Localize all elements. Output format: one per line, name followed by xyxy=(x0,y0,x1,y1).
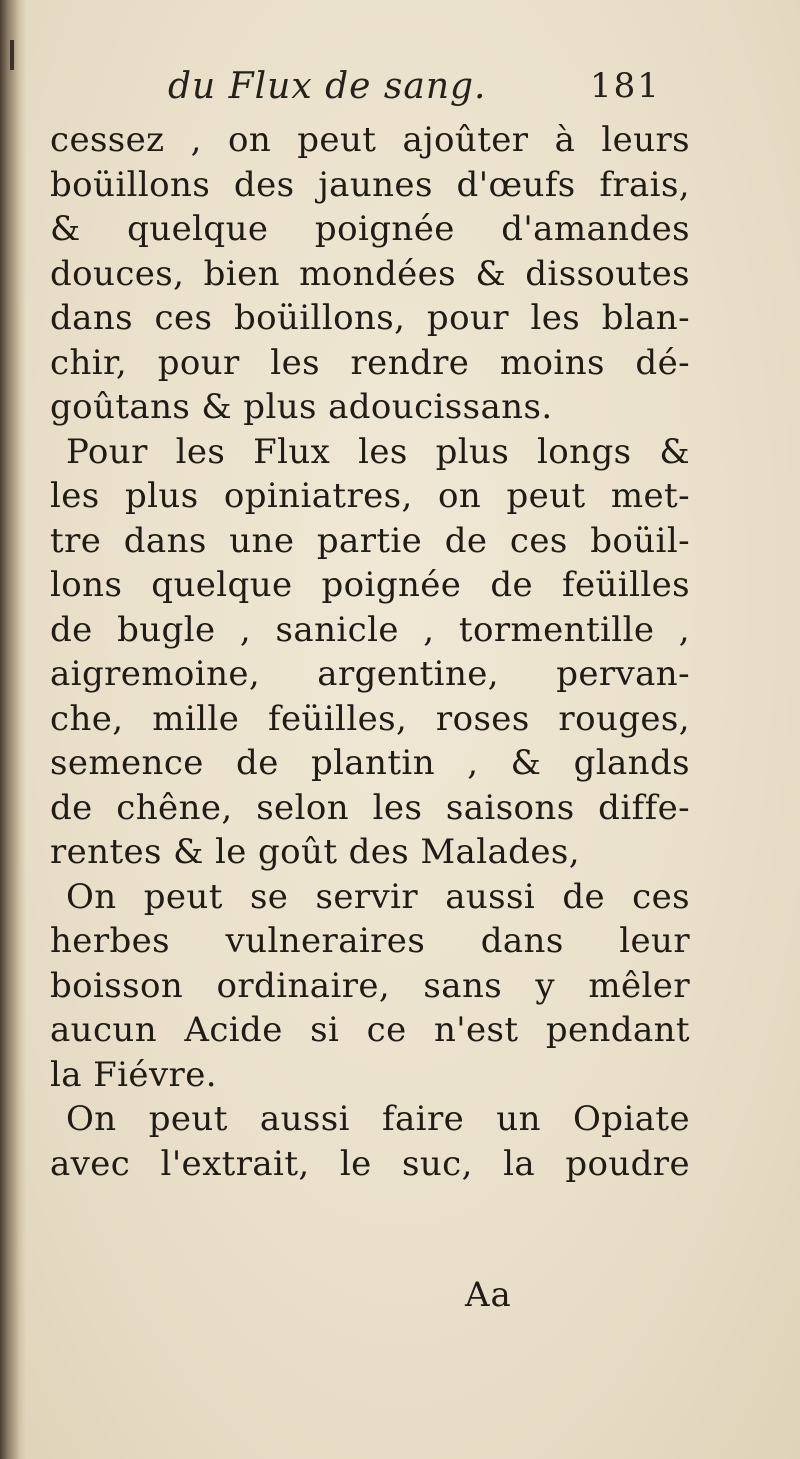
text-line: aucun Acide si ce n'est pendant xyxy=(50,1010,690,1050)
text-line: rentes & le goût des Malades, xyxy=(50,832,580,872)
text-line: boüillons des jaunes d'œufs frais, xyxy=(50,164,690,205)
text-line: tre dans une partie de ces boüil- xyxy=(50,520,690,561)
paragraph-start-line: Pour les Flux les plus longs & xyxy=(66,431,690,472)
catchword: Aa xyxy=(465,1275,512,1315)
spine-shadow xyxy=(0,0,26,1459)
text-line: lons quelque poignée de feüilles xyxy=(50,565,690,605)
text-line: che, mille feüilles, roses rouges, xyxy=(50,698,690,739)
paragraph-start-line: On peut aussi faire un Opiate xyxy=(66,1099,690,1139)
text-line: la Fiévre. xyxy=(50,1054,217,1095)
body-text xyxy=(50,118,690,1186)
running-title: du Flux de sang. xyxy=(168,66,487,107)
text-line: avec l'extrait, le suc, la poudre xyxy=(50,1143,690,1184)
text-line: goûtans & plus adoucissans. xyxy=(50,387,553,427)
text-line: de bugle , sanicle , tormentille , xyxy=(50,609,690,650)
text-line: cessez , on peut ajoûter à leurs xyxy=(50,120,690,160)
text-line: douces, bien mondées & dissoutes xyxy=(50,253,690,294)
paragraph-start-line: On peut se servir aussi de ces xyxy=(66,876,690,917)
page-number: 181 xyxy=(590,66,661,106)
text-line: herbes vulneraires dans leur xyxy=(50,921,690,961)
text-line: chir, pour les rendre moins dé- xyxy=(50,342,690,383)
text-line: boisson ordinaire, sans y mêler xyxy=(50,965,690,1006)
text-line: les plus opiniatres, on peut met- xyxy=(50,476,690,516)
text-line: & quelque poignée d'amandes xyxy=(50,209,690,249)
text-line: aigremoine, argentine, pervan- xyxy=(50,654,690,694)
running-head xyxy=(0,60,800,120)
text-line: dans ces boüillons, pour les blan- xyxy=(50,298,690,338)
text-line: de chêne, selon les saisons diffe- xyxy=(50,787,690,828)
text-line: semence de plantin , & glands xyxy=(50,743,690,783)
